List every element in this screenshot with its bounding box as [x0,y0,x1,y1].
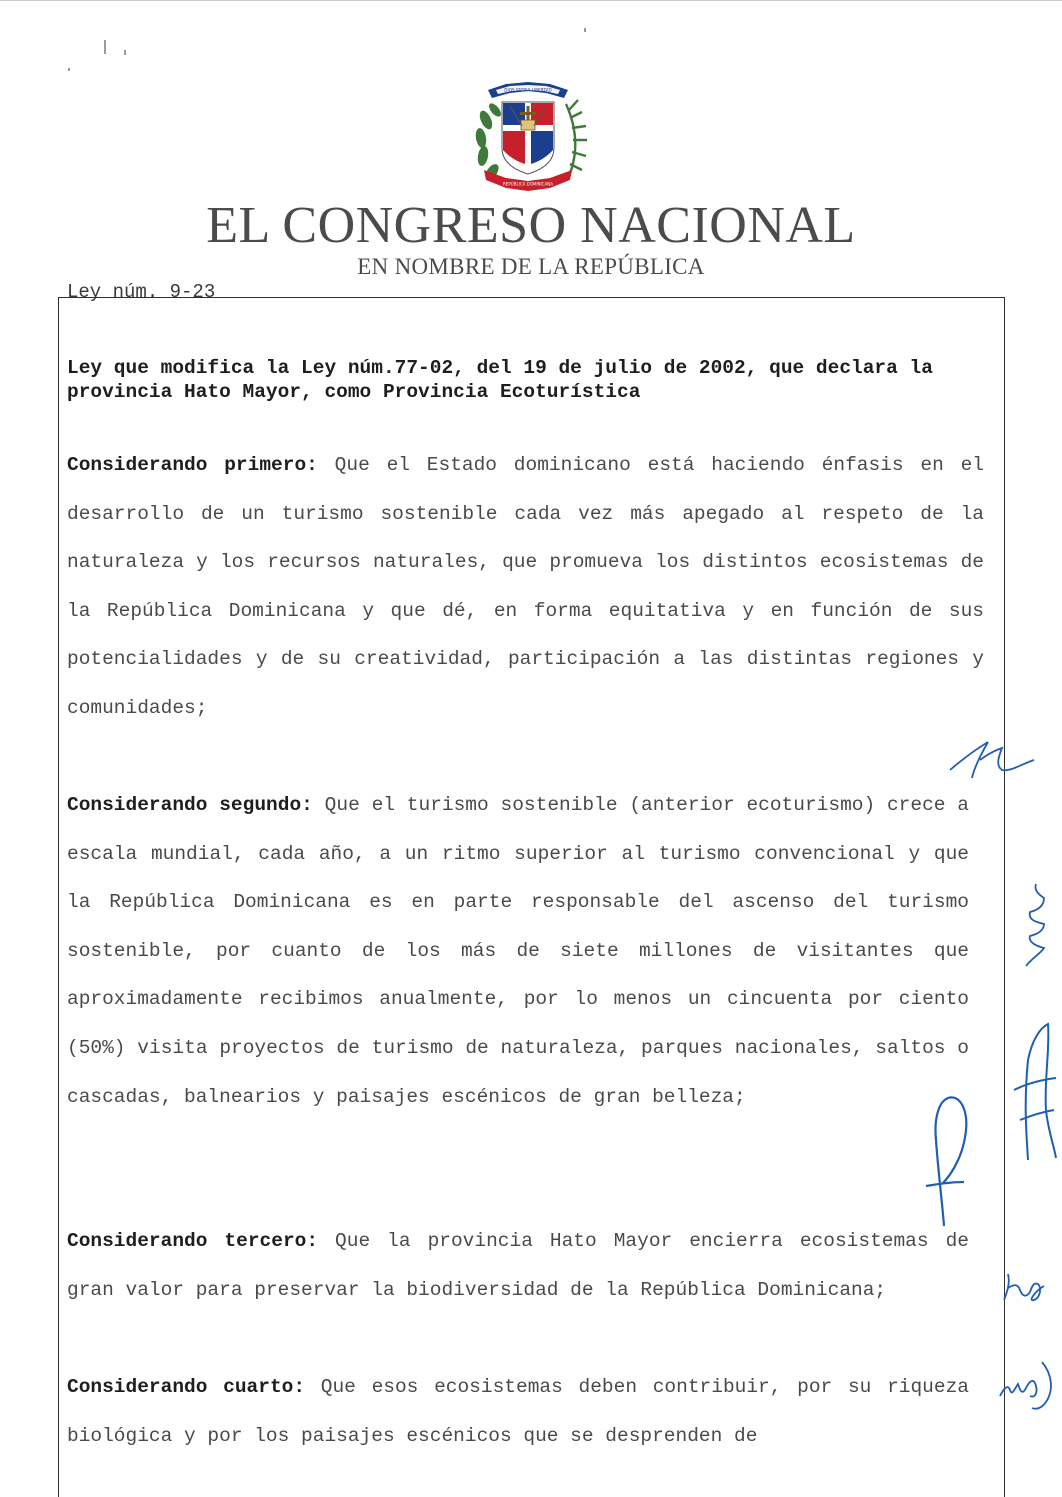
handwritten-initials-2 [1018,880,1054,972]
considerando-paragraph [67,1217,969,1314]
scan-speck [68,68,70,71]
considerando-paragraph [67,781,969,1121]
page-subtitle: EN NOMBRE DE LA REPÚBLICA [357,254,705,279]
considerando-paragraph [67,1363,969,1460]
considerando-text: Que el Estado dominicano está haciendo énfasis en el desarrollo de un turismo sostenible cada vez más apegado al respeto de la naturaleza y los recursos naturales, que promueva los distintos ecosistemas de la República Dominicana y que dé, en forma equitativa y en función de sus potencialidades y de su creatividad, participación a las distintas regiones y comunidades; [67,454,985,719]
law-number: Ley núm. 9-23 [67,281,216,303]
considerando-text: Que el turismo sostenible (anterior ecoturismo) crece a escala mundial, cada año, a un ritmo superior al turismo convencional y que la República Dominicana es en parte responsable del ascenso del turismo sostenible, por cuanto de los más de siete millones de visitantes que aproximadamente recibimos anualmente, por lo menos un cincuenta por ciento (50%) visita proyectos de turismo de naturaleza, parques nacionales, saltos o cascadas, balnearios y paisajes escénicos de gran belleza; [67,794,969,1108]
handwritten-initials-4 [996,1356,1056,1412]
scan-speck [584,28,586,32]
law-title: Ley que modifica la Ley núm.77-02, del 19 de julio de 2002, que declara la provincia Hato Mayor, como Provincia Ecoturística [67,357,933,403]
dominican-coat-of-arms-icon [466,60,590,194]
scan-speck [104,40,106,54]
handwritten-initials-3 [1000,1270,1050,1306]
palm-branch-icon [566,100,587,178]
seal-motto: DIOS PATRIA LIBERTAD [504,87,552,93]
considerando-label: Considerando primero: [67,454,318,476]
considerando-paragraph [67,441,984,733]
considerando-label: Considerando cuarto: [67,1376,306,1398]
scan-speck [124,50,126,55]
page-title: EL CONGRESO NACIONAL [206,197,856,254]
handwritten-signature-2 [924,1090,974,1230]
handwritten-signature-1 [1010,1020,1060,1166]
considerando-text: Que esos ecosistemas deben contribuir, por su riqueza biológica y por los paisajes escénicos que se desprenden de [67,1376,969,1447]
laurel-branch-icon [474,101,503,182]
considerando-label: Considerando tercero: [67,1230,319,1252]
page-top-edge [0,0,1062,1]
considerando-text: Que la provincia Hato Mayor encierra ecosistemas de gran valor para preservar la biodiversidad de la República Dominicana; [67,1230,969,1301]
handwritten-initials-1 [944,730,1040,786]
considerando-label: Considerando segundo: [67,794,313,816]
seal-country-label: REPÚBLICA DOMINICANA [503,181,553,187]
